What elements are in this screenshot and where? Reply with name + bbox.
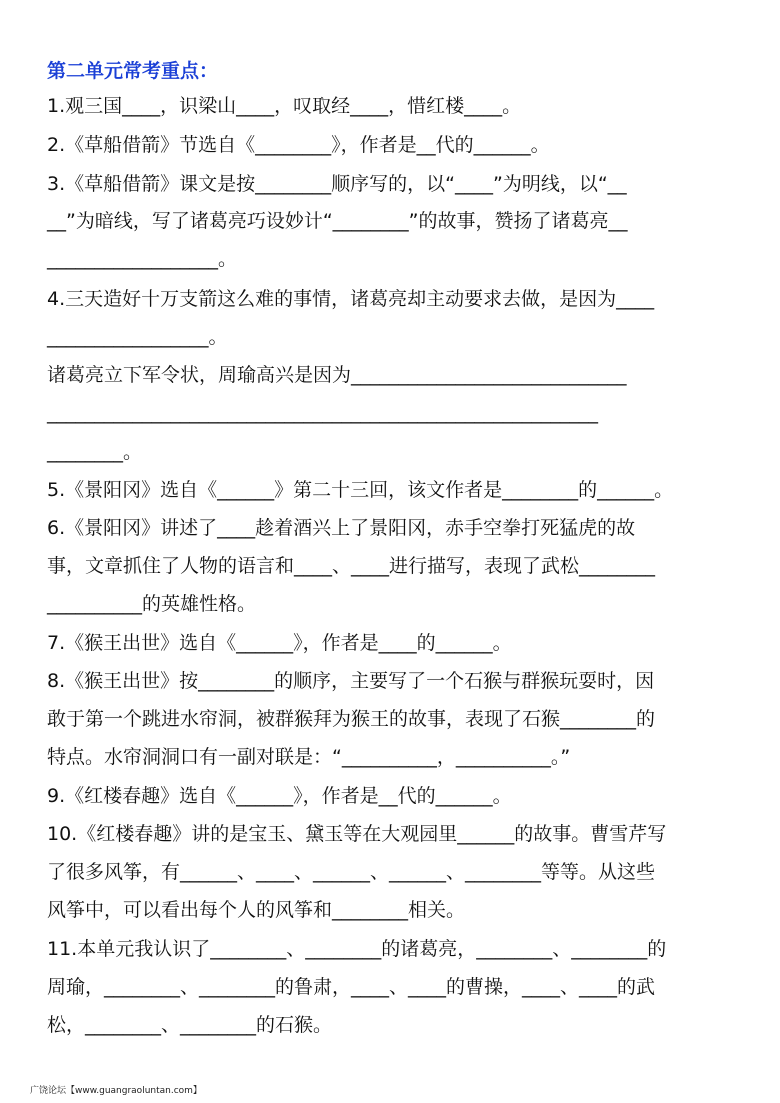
question-line-22: 风筝中，可以看出每个人的风筝和________相关。 xyxy=(47,899,466,921)
question-line-9: __________________________________________________________ xyxy=(47,402,598,424)
question-line-4: __”为暗线，写了诸葛亮巧设妙计“________”的故事，赞扬了诸葛亮__ xyxy=(47,210,628,232)
question-line-24: 周瑜，________、________的鲁肃，____、____的曹操，____、____的武 xyxy=(47,976,656,998)
question-line-19: 9.《红楼春趣》选自《______》，作者是__代的______。 xyxy=(47,785,512,807)
question-line-6: 4.三天造好十万支箭这么难的事情，诸葛亮却主动要求去做，是因为____ xyxy=(47,288,655,310)
question-line-23: 11.本单元我认识了________、________的诸葛亮，________、________的 xyxy=(47,938,667,960)
question-line-3: 3.《草船借箭》课文是按________顺序写的，以“____”为明线，以“__ xyxy=(47,173,627,195)
question-line-2: 2.《草船借箭》节选自《________》，作者是__代的______。 xyxy=(47,134,550,156)
footer-source: 广饶论坛【www.guangraoluntan.com】 xyxy=(30,1086,202,1096)
question-line-20: 10.《红楼春趣》讲的是宝玉、黛玉等在大观园里______的故事。曹雪芹写 xyxy=(47,823,667,845)
question-line-21: 了很多风筝，有______、____、______、______、________等等。从这些 xyxy=(47,861,656,883)
question-line-10: ________。 xyxy=(47,441,143,463)
section-title: 第二单元常考重点： xyxy=(47,60,219,82)
question-line-25: 松，________、________的石猴。 xyxy=(47,1014,333,1036)
question-line-15: 7.《猴王出世》选自《______》，作者是____的______。 xyxy=(47,632,512,654)
question-line-17: 敢于第一个跳进水帘洞，被群猴拜为猴王的故事，表现了石猴________的 xyxy=(47,708,656,730)
question-line-1: 1.观三国____，识梁山____，叹取经____，惜红楼____。 xyxy=(47,95,522,117)
question-line-8: 诸葛亮立下军令状，周瑜高兴是因为_____________________________ xyxy=(47,364,627,386)
question-line-16: 8.《猴王出世》按________的顺序，主要写了一个石猴与群猴玩耍时，因 xyxy=(47,670,655,692)
question-line-12: 6.《景阳冈》讲述了____趁着酒兴上了景阳冈，赤手空拳打死猛虎的故 xyxy=(47,517,636,539)
question-line-14: __________的英雄性格。 xyxy=(47,593,257,615)
question-line-5: __________________。 xyxy=(47,248,238,270)
question-line-11: 5.《景阳冈》选自《______》第二十三回，该文作者是________的______。 xyxy=(47,479,674,501)
question-line-18: 特点。水帘洞洞口有一副对联是：“__________，__________。” xyxy=(47,746,571,768)
question-line-13: 事，文章抓住了人物的语言和____、____进行描写，表现了武松________ xyxy=(47,555,656,577)
question-line-7: _________________。 xyxy=(47,326,228,348)
